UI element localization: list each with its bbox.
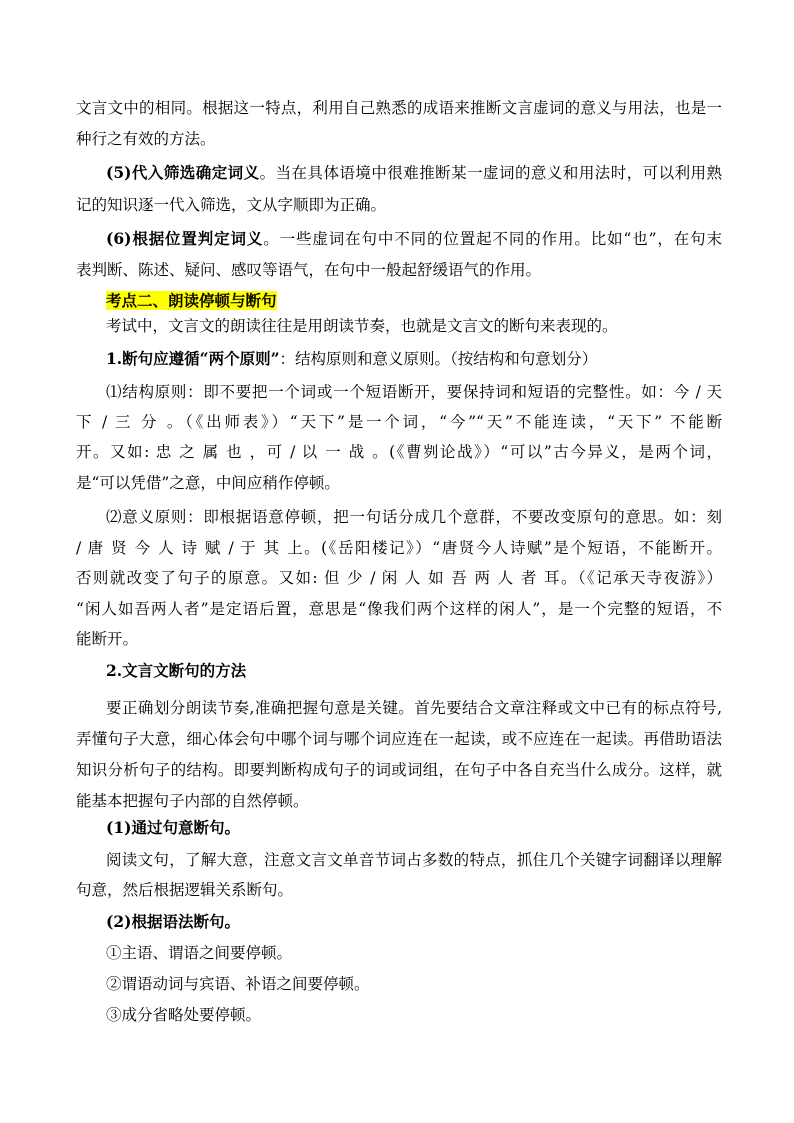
method-5-heading: (5)代入筛选确定词义 xyxy=(106,163,260,182)
paragraph-line: 弄懂句子大意，细心体会句中哪个词与哪个词应连在一起读，或不应连在一起读。再借助语法 xyxy=(76,730,722,748)
list-item: ②谓语动词与宾语、补语之间要停顿。 xyxy=(106,975,370,993)
paragraph-line: 能基本把握句子内部的自然停顿。 xyxy=(76,792,309,810)
principle-heading: 1.断句应遵循“两个原则” xyxy=(106,349,280,368)
section-heading xyxy=(106,290,722,312)
method-6-heading: (6)根据位置判定词义 xyxy=(106,229,264,248)
paragraph-line: 文言文中的相同。根据这一特点，利用自己熟悉的成语来推断文言虚词的意义与用法，也是一 xyxy=(76,99,722,117)
paragraph-line: 种行之有效的方法。 xyxy=(76,130,216,148)
subheading-line xyxy=(106,817,722,839)
paragraph-line: 表判断、陈述、疑问、感叹等语气，在句中一般起舒缓语气的作用。 xyxy=(76,261,542,279)
method-5-line: (5)代入筛选确定词义。当在具体语境中很难推断某一虚词的意义和用法时，可以利用熟 xyxy=(106,163,723,182)
method-heading-line xyxy=(106,660,722,682)
paragraph-line: 开。又如: 忠 之 属 也 ，可 / 以 一 战 。(《曹刿论战》）“可以”古今异义，是两个词， xyxy=(76,443,722,461)
paragraph-line: 否则就改变了句子的原意。又如: 但 少 / 闲 人 如 吾 两 人 者 耳。（《记承天寺夜游》） xyxy=(76,569,722,587)
paragraph-line: 考试中，文言文的朗读往往是用朗读节奏，也就是文言文的断句来表现的。 xyxy=(106,317,618,335)
list-item: ③成分省略处要停顿。 xyxy=(106,1006,262,1024)
principle-heading-line: 1.断句应遵循“两个原则”：结构原则和意义原则。（按结构和句意划分） xyxy=(106,349,598,368)
paragraph-line: 句意，然后根据逻辑关系断句。 xyxy=(76,881,294,899)
subheading-by-grammar: (2)根据语法断句。 xyxy=(106,912,240,931)
paragraph-line: 要正确划分朗读节奏,准确把握句意是关键。首先要结合文章注释或文中已有的标点符号, xyxy=(106,699,722,717)
paragraph-line: “闲人如吾两人者”是定语后置，意思是“像我们两个这样的闲人”，是一个完整的短语，不 xyxy=(76,600,722,618)
paragraph-line: 阅读文句，了解大意，注意文言文单音节词占多数的特点，抓住几个关键字词翻译以理解 xyxy=(106,851,722,869)
list-item: ①主语、谓语之间要停顿。 xyxy=(106,944,293,962)
subheading-by-meaning: (1)通过句意断句。 xyxy=(106,818,240,837)
method-heading: 2.文言文断句的方法 xyxy=(106,661,247,680)
highlighted-heading: 考点二、朗读停顿与断句 xyxy=(106,291,277,310)
paragraph-line: 是“可以凭借”之意，中间应稍作停顿。 xyxy=(76,474,340,492)
method-6-line: (6)根据位置判定词义。一些虚词在句中不同的位置起不同的作用。比如“也”，在句末 xyxy=(106,229,723,248)
paragraph-line: ⑵意义原则：即根据语意停顿，把一句话分成几个意群，不要改变原句的意思。如：刻 xyxy=(106,508,722,526)
paragraph-line: 记的知识逐一代入筛选，文从字顺即为正确。 xyxy=(76,196,387,214)
paragraph-line: ⑴结构原则：即不要把一个词或一个短语断开，要保持词和短语的完整性。如：今 / 天 xyxy=(106,383,722,401)
paragraph-line: / 唐 贤 今 人 诗 赋 / 于 其 上。(《岳阳楼记》）“唐贤今人诗赋”是个短语，不能断开。 xyxy=(76,539,722,557)
paragraph-line: 知识分析句子的结构。即要判断构成句子的词或词组，在句子中各自充当什么成分。这样，就 xyxy=(76,761,722,779)
subheading-line xyxy=(106,911,722,933)
paragraph-line: 下 / 三 分 。（《出师表》）“天下”是一个词，“今”“天”不能连读，“天下” 不能断 xyxy=(76,413,722,431)
paragraph-line: 能断开。 xyxy=(76,630,139,648)
